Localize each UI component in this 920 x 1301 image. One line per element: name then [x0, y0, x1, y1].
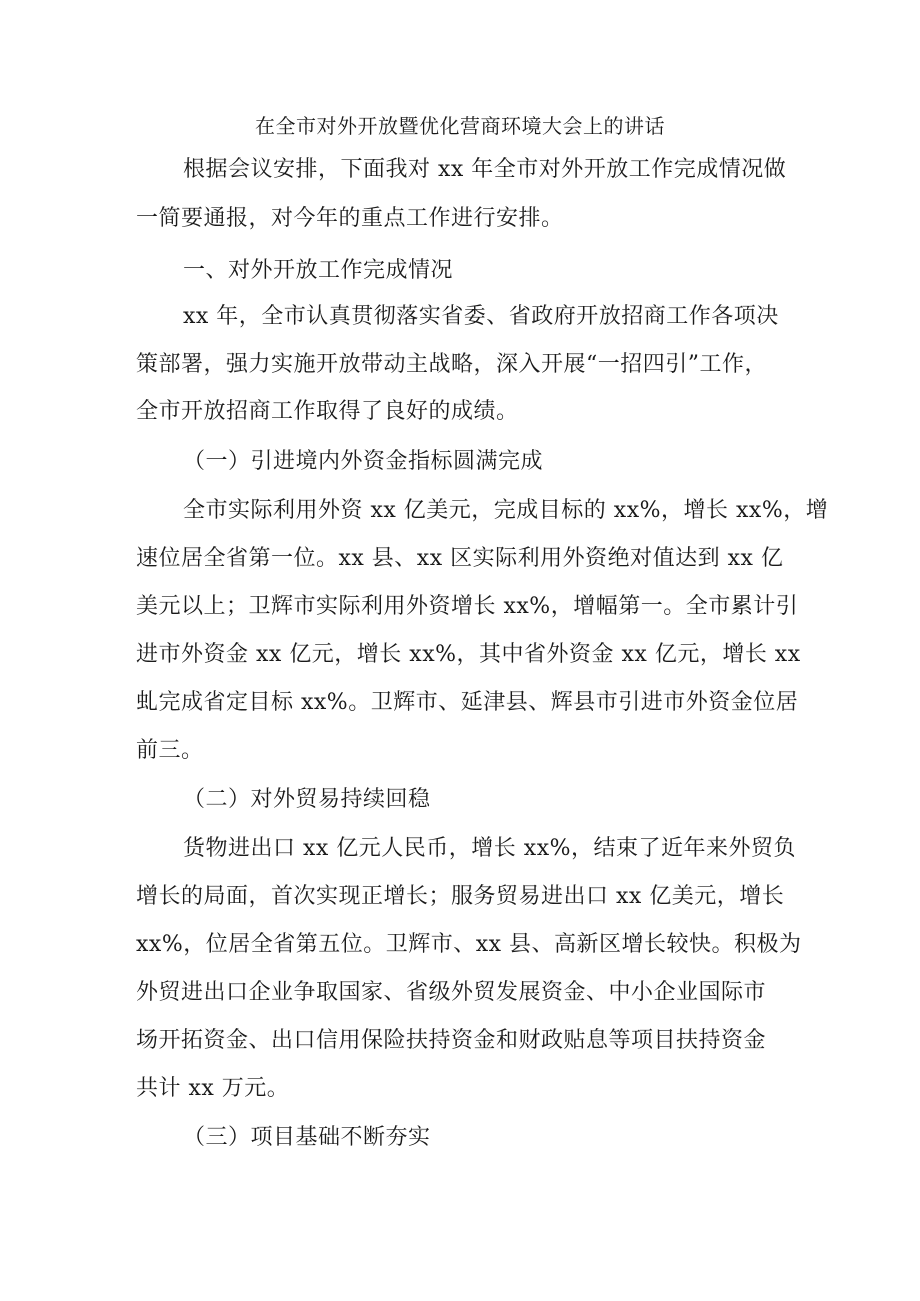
paragraph-line: 一简要通报，对今年的重点工作进行安排。	[136, 206, 564, 231]
paragraph-line: 外贸进出口企业争取国家、省级外贸发展资金、中小企业国际市	[136, 980, 767, 1005]
paragraph-line: 共计 xx 万元。	[136, 1076, 290, 1101]
paragraph-line: 速位居全省第一位。xx 县、xx 区实际利用外资绝对值达到 xx 亿	[136, 546, 784, 571]
paragraph-line: 进市外资金 xx 亿元，增长 xx%，其中省外资金 xx 亿元，增长 xx	[136, 642, 801, 667]
subsection-heading: （一）引进境内外资金指标圆满完成	[183, 449, 544, 474]
paragraph-line: 增长的局面，首次实现正增长；服务贸易进出口 xx 亿美元，增长	[136, 884, 785, 909]
paragraph-line: 美元以上；卫辉市实际利用外资增长 xx%，增幅第一。全市累计引	[136, 594, 799, 619]
paragraph-line: 前三。	[136, 738, 204, 763]
paragraph-line: 根据会议安排，下面我对 xx 年全市对外开放工作完成情况做	[183, 157, 787, 182]
paragraph-line: 场开拓资金、出口信用保险扶持资金和财政贴息等项目扶持资金	[136, 1028, 767, 1053]
paragraph-line: 全市开放招商工作取得了良好的成绩。	[136, 399, 519, 424]
paragraph-line: 全市实际利用外资 xx 亿美元，完成目标的 xx%，增长 xx%，增	[183, 498, 829, 523]
paragraph-line: 虬完成省定目标 xx%。卫辉市、延津县、辉县市引进市外资金位居	[136, 690, 799, 715]
subsection-heading: （三）项目基础不断夯实	[183, 1125, 431, 1150]
document-title: 在全市对外开放暨优化营商环境大会上的讲话	[255, 114, 665, 138]
subsection-heading: （二）对外贸易持续回稳	[183, 787, 431, 812]
paragraph-line: xx 年，全市认真贯彻落实省委、省政府开放招商工作各项决	[183, 304, 779, 329]
paragraph-line: 策部署，强力实施开放带动主战略，深入开展“一招四引”工作，	[136, 352, 767, 377]
paragraph-line: xx%，位居全省第五位。卫辉市、xx 县、高新区增长较快。积极为	[136, 932, 802, 957]
paragraph-line: 货物进出口 xx 亿元人民币，增长 xx%，结束了近年来外贸负	[183, 836, 797, 861]
section-heading: 一、对外开放工作完成情况	[183, 258, 454, 283]
